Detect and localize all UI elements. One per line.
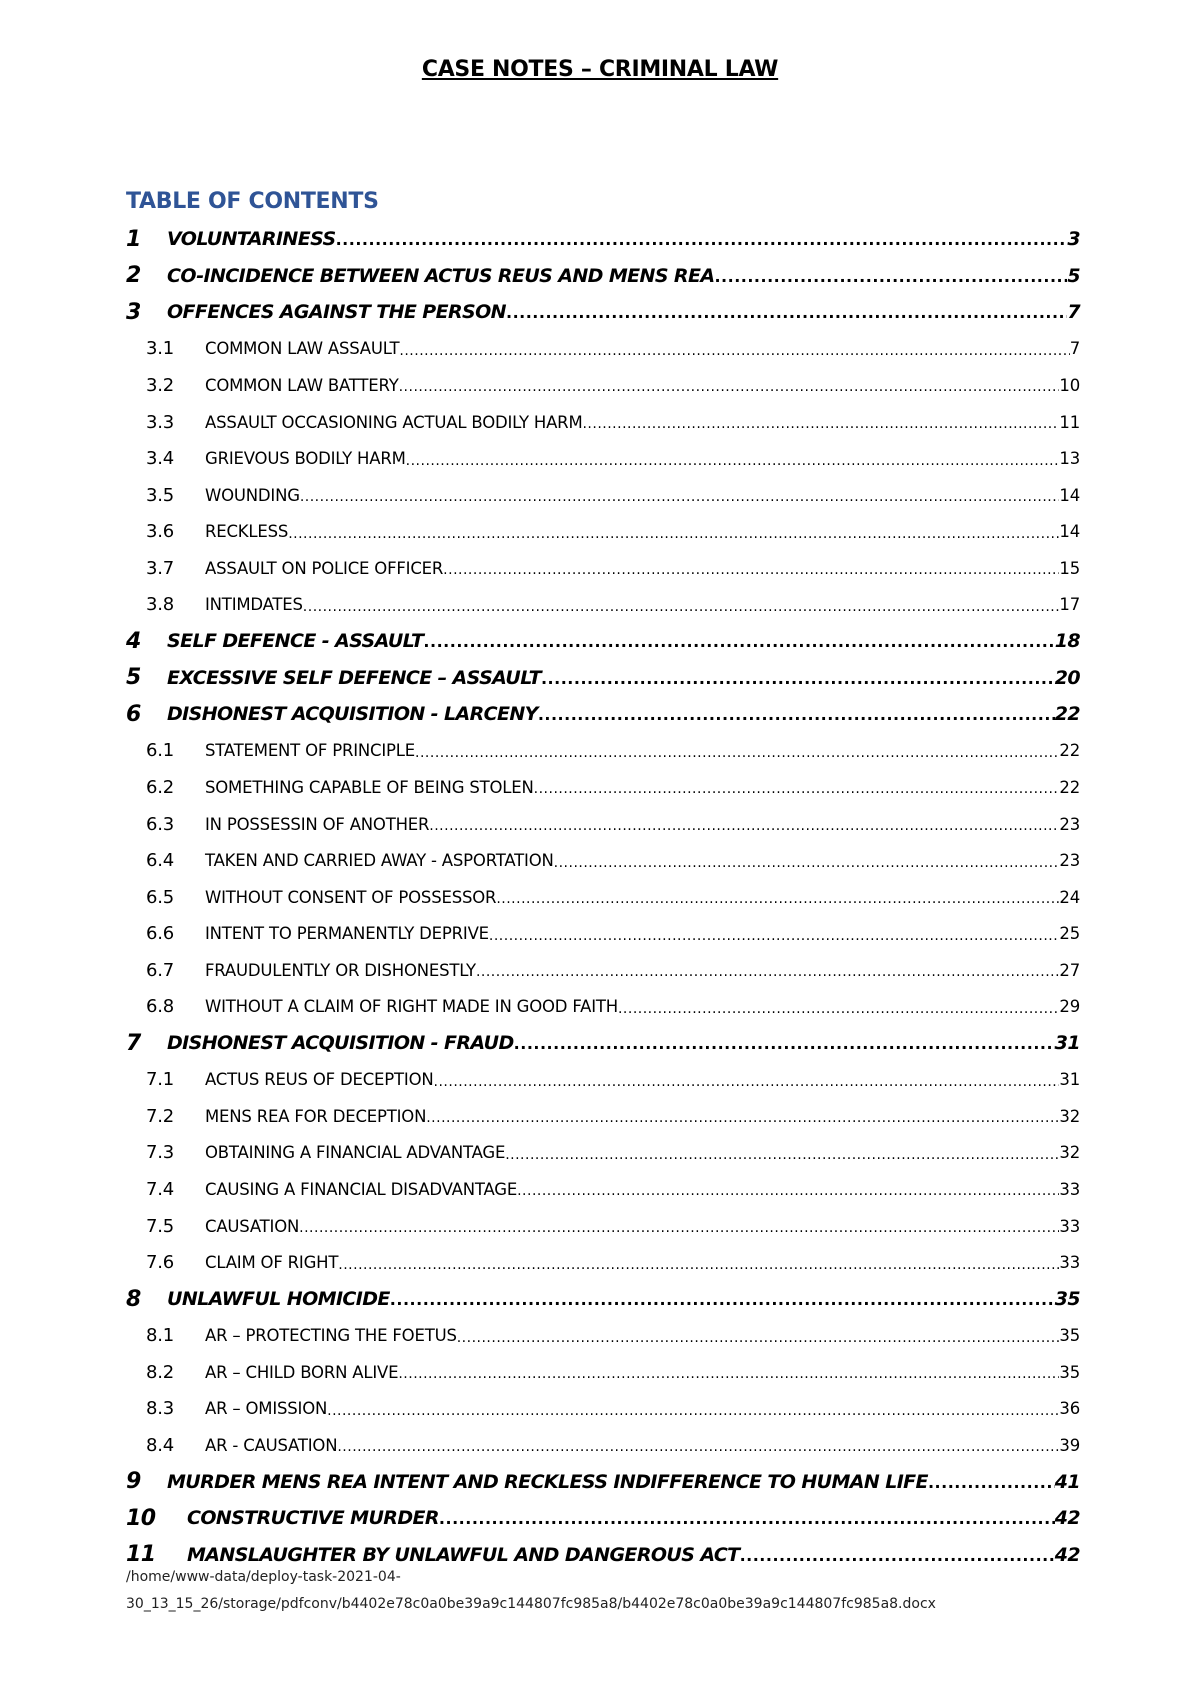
toc-entry-subsection[interactable] [126,367,1080,404]
toc-entry-label: COMMON LAW BATTERY [205,375,399,395]
toc-entry-section[interactable] [126,1281,1080,1318]
toc-entry-page-number: 22 [1059,741,1080,761]
toc-entry-number: 7.6 [146,1252,175,1274]
toc-entry-page-number: 23 [1059,814,1080,834]
toc-entry-number: 6.4 [146,850,175,872]
toc-entry-label: INTENT TO PERMANENTLY DEPRIVE [205,924,489,944]
toc-entry-page-number: 22 [1059,777,1080,797]
toc-entry-number: 6.7 [146,959,175,981]
toc-entry-label: MENS REA FOR DECEPTION [205,1106,427,1126]
toc-entry-number: 3.3 [146,411,175,433]
toc-entry-subsection[interactable] [126,842,1080,879]
toc-entry-subsection[interactable] [126,769,1080,806]
toc-entry-label: CAUSATION [205,1216,300,1236]
toc-dot-leader [443,558,1059,578]
footer-line-2: 30_13_15_26/storage/pdfconv/b4402e78c0a0be39a9c144807fc985a8/b4402e78c0a0be39a9c144807fc985a8.docx [126,1596,936,1612]
toc-entry-label: ACTUS REUS OF DECEPTION [205,1070,434,1090]
toc-entry-subsection[interactable] [126,1062,1080,1099]
toc-entry-page-number: 5 [1067,264,1080,287]
toc-entry-number: 3.4 [146,448,175,470]
toc-dot-leader [538,704,1055,724]
toc-dot-leader [534,777,1060,797]
toc-entry-subsection[interactable] [126,806,1080,843]
toc-entry-page-number: 11 [1059,412,1080,432]
toc-entry-number: 7.4 [146,1178,175,1200]
toc-dot-leader [429,814,1059,834]
toc-entry-page-number: 31 [1054,1032,1080,1055]
toc-dot-leader [423,631,1054,651]
toc-entry-number: 6.3 [146,813,175,835]
footer-line-1: /home/www-data/deploy-task-2021-04- [126,1569,401,1585]
toc-entry-page-number: 36 [1059,1399,1080,1419]
toc-dot-leader [541,668,1055,688]
toc-dot-leader [554,851,1060,871]
toc-entry-section[interactable] [126,1025,1080,1062]
toc-entry-label: OBTAINING A FINANCIAL ADVANTAGE [205,1143,506,1163]
toc-entry-label: MURDER MENS REA INTENT AND RECKLESS INDIFFERENCE TO HUMAN LIFE [167,1470,928,1493]
toc-entry-page-number: 35 [1059,1362,1080,1382]
toc-dot-leader [439,1508,1055,1528]
toc-entry-label: SELF DEFENCE - ASSAULT [167,630,424,653]
toc-entry-number: 6.1 [146,740,175,762]
toc-entry-subsection[interactable] [126,1208,1080,1245]
toc-entry-label: ASSAULT ON POLICE OFFICER [205,558,444,578]
toc-entry-label: GRIEVOUS BODILY HARM [205,449,406,469]
toc-entry-label: DISHONEST ACQUISITION - LARCENY [167,703,538,726]
toc-entry-subsection[interactable] [126,550,1080,587]
toc-entry-page-number: 24 [1059,887,1080,907]
toc-entry-subsection[interactable] [126,915,1080,952]
toc-entry-label: FRAUDULENTLY OR DISHONESTLY [205,960,476,980]
toc-entry-section[interactable] [126,660,1080,697]
toc-entry-page-number: 32 [1059,1143,1080,1163]
toc-entry-label: WITHOUT A CLAIM OF RIGHT MADE IN GOOD FAITH [205,997,618,1017]
toc-entry-page-number: 35 [1059,1326,1080,1346]
toc-entry-page-number: 32 [1059,1106,1080,1126]
toc-dot-leader [303,595,1060,615]
toc-dot-leader [406,449,1060,469]
toc-entry-number: 4 [126,628,141,654]
toc-entry-number: 3.6 [146,521,175,543]
toc-entry-section[interactable] [126,1464,1080,1501]
toc-entry-section[interactable] [126,294,1080,331]
toc-entry-label: RECKLESS [205,522,289,542]
toc-entry-subsection[interactable] [126,879,1080,916]
toc-entry-page-number: 18 [1054,630,1080,653]
toc-entry-number: 8.3 [146,1398,175,1420]
toc-entry-page-number: 20 [1054,666,1080,689]
toc-entry-label: AR – OMISSION [205,1399,328,1419]
page-title: CASE NOTES – CRIMINAL LAW [421,57,779,82]
toc-entry-number: 6 [126,701,141,727]
toc-entry-subsection[interactable] [126,1135,1080,1172]
toc-entry-page-number: 14 [1059,522,1080,542]
toc-entry-number: 8.1 [146,1325,175,1347]
toc-entry-number: 3.1 [146,338,175,360]
toc-entry-label: VOLUNTARINESS [167,228,336,251]
toc-entry-label: CONSTRUCTIVE MURDER [187,1507,439,1530]
toc-entry-page-number: 41 [1054,1470,1080,1493]
toc-entry-label: SOMETHING CAPABLE OF BEING STOLEN [205,777,534,797]
toc-entry-label: CO-INCIDENCE BETWEEN ACTUS REUS AND MENS REA [167,264,715,287]
toc-entry-page-number: 7 [1069,339,1080,359]
toc-entry-page-number: 39 [1059,1435,1080,1455]
toc-entry-page-number: 33 [1059,1253,1080,1273]
toc-entry-label: IN POSSESSIN OF ANOTHER [205,814,430,834]
toc-entry-number: 7 [126,1030,141,1056]
toc-entry-page-number: 31 [1059,1070,1080,1090]
toc-dot-leader [288,522,1059,542]
toc-entry-label: TAKEN AND CARRIED AWAY - ASPORTATION [205,851,554,871]
toc-dot-leader [337,1435,1059,1455]
toc-dot-leader [740,1545,1055,1565]
toc-entry-page-number: 17 [1059,595,1080,615]
toc-entry-page-number: 29 [1059,997,1080,1017]
toc-entry-label: AR – PROTECTING THE FOETUS [205,1326,457,1346]
toc-entry-label: CLAIM OF RIGHT [205,1253,339,1273]
toc-entry-page-number: 7 [1067,301,1080,324]
toc-dot-leader [928,1472,1055,1492]
toc-entry-section[interactable] [126,258,1080,295]
toc-entry-number: 2 [126,263,141,289]
toc-dot-leader [714,266,1067,286]
toc-entry-number: 3.2 [146,374,175,396]
toc-entry-label: AR - CAUSATION [205,1435,338,1455]
toc-dot-leader [399,375,1060,395]
table-of-contents [126,221,1080,1573]
toc-entry-subsection[interactable] [126,404,1080,441]
toc-entry-number: 7.5 [146,1215,175,1237]
toc-dot-leader [618,997,1059,1017]
toc-dot-leader [300,485,1060,505]
toc-entry-section[interactable] [126,696,1080,733]
toc-entry-page-number: 25 [1059,924,1080,944]
toc-entry-subsection[interactable] [126,1391,1080,1428]
toc-entry-subsection[interactable] [126,733,1080,770]
toc-entry-page-number: 15 [1059,558,1080,578]
toc-entry-page-number: 27 [1059,960,1080,980]
toc-entry-page-number: 33 [1059,1179,1080,1199]
toc-entry-subsection[interactable] [126,1317,1080,1354]
toc-entry-label: ASSAULT OCCASIONING ACTUAL BODILY HARM [205,412,583,432]
toc-dot-leader [390,1289,1055,1309]
toc-entry-number: 3 [126,299,141,325]
toc-entry-label: UNLAWFUL HOMICIDE [167,1288,390,1311]
toc-entry-label: CAUSING A FINANCIAL DISADVANTAGE [205,1179,518,1199]
toc-entry-section[interactable] [126,623,1080,660]
toc-dot-leader [514,1033,1055,1053]
toc-entry-page-number: 35 [1054,1288,1080,1311]
toc-entry-subsection[interactable] [126,988,1080,1025]
toc-heading: TABLE OF CONTENTS [126,189,379,214]
toc-entry-subsection[interactable] [126,1171,1080,1208]
toc-entry-number: 6.2 [146,776,175,798]
toc-entry-subsection[interactable] [126,1354,1080,1391]
toc-entry-subsection[interactable] [126,952,1080,989]
toc-entry-subsection[interactable] [126,513,1080,550]
toc-entry-number: 7.3 [146,1142,175,1164]
toc-entry-subsection[interactable] [126,1098,1080,1135]
toc-dot-leader [476,960,1059,980]
toc-entry-subsection[interactable] [126,440,1080,477]
toc-entry-number: 7.1 [146,1069,175,1091]
toc-entry-page-number: 33 [1059,1216,1080,1236]
toc-entry-subsection[interactable] [126,1427,1080,1464]
toc-entry-number: 5 [126,665,141,691]
toc-entry-label: MANSLAUGHTER BY UNLAWFUL AND DANGEROUS ACT [187,1543,740,1566]
toc-entry-subsection[interactable] [126,1244,1080,1281]
toc-entry-number: 1 [126,226,141,252]
toc-entry-subsection[interactable] [126,477,1080,514]
toc-entry-label: COMMON LAW ASSAULT [205,339,400,359]
toc-dot-leader [505,1143,1059,1163]
toc-dot-leader [517,1179,1059,1199]
toc-dot-leader [336,229,1068,249]
toc-entry-number: 8.4 [146,1434,175,1456]
toc-entry-number: 9 [126,1469,141,1495]
toc-entry-number: 10 [126,1505,156,1531]
toc-dot-leader [426,1106,1059,1126]
toc-entry-label: EXCESSIVE SELF DEFENCE – ASSAULT [167,666,541,689]
toc-entry-label: STATEMENT OF PRINCIPLE [205,741,416,761]
toc-entry-number: 6.6 [146,923,175,945]
toc-entry-label: OFFENCES AGAINST THE PERSON [167,301,506,324]
toc-entry-number: 3.7 [146,557,175,579]
toc-entry-label: INTIMDATES [205,595,303,615]
toc-dot-leader [415,741,1059,761]
toc-entry-subsection[interactable] [126,586,1080,623]
toc-dot-leader [327,1399,1059,1419]
toc-entry-page-number: 10 [1059,375,1080,395]
toc-entry-number: 6.8 [146,996,175,1018]
toc-dot-leader [338,1253,1059,1273]
toc-entry-page-number: 22 [1054,703,1080,726]
toc-entry-page-number: 3 [1067,228,1080,251]
toc-dot-leader [506,302,1067,322]
toc-dot-leader [299,1216,1059,1236]
toc-entry-section[interactable] [126,221,1080,258]
toc-entry-page-number: 42 [1054,1507,1080,1530]
toc-entry-page-number: 23 [1059,851,1080,871]
toc-entry-number: 3.5 [146,484,175,506]
toc-entry-number: 7.2 [146,1105,175,1127]
toc-entry-label: DISHONEST ACQUISITION - FRAUD [167,1032,514,1055]
toc-entry-number: 6.5 [146,886,175,908]
toc-entry-page-number: 14 [1059,485,1080,505]
toc-dot-leader [457,1326,1060,1346]
toc-dot-leader [582,412,1059,432]
toc-dot-leader [399,339,1069,359]
toc-entry-label: AR – CHILD BORN ALIVE [205,1362,399,1382]
toc-entry-label: WOUNDING [205,485,300,505]
file-path-footer [126,1564,936,1618]
toc-dot-leader [398,1362,1059,1382]
toc-entry-page-number: 13 [1059,449,1080,469]
toc-entry-number: 8 [126,1286,141,1312]
toc-dot-leader [496,887,1059,907]
toc-dot-leader [489,924,1059,944]
toc-entry-number: 3.8 [146,594,175,616]
toc-entry-number: 8.2 [146,1361,175,1383]
toc-entry-number: 11 [126,1542,156,1568]
toc-entry-label: WITHOUT CONSENT OF POSSESSOR [205,887,497,907]
toc-entry-subsection[interactable] [126,331,1080,368]
toc-entry-page-number: 42 [1054,1543,1080,1566]
toc-entry-section[interactable] [126,1500,1080,1537]
toc-dot-leader [434,1070,1060,1090]
